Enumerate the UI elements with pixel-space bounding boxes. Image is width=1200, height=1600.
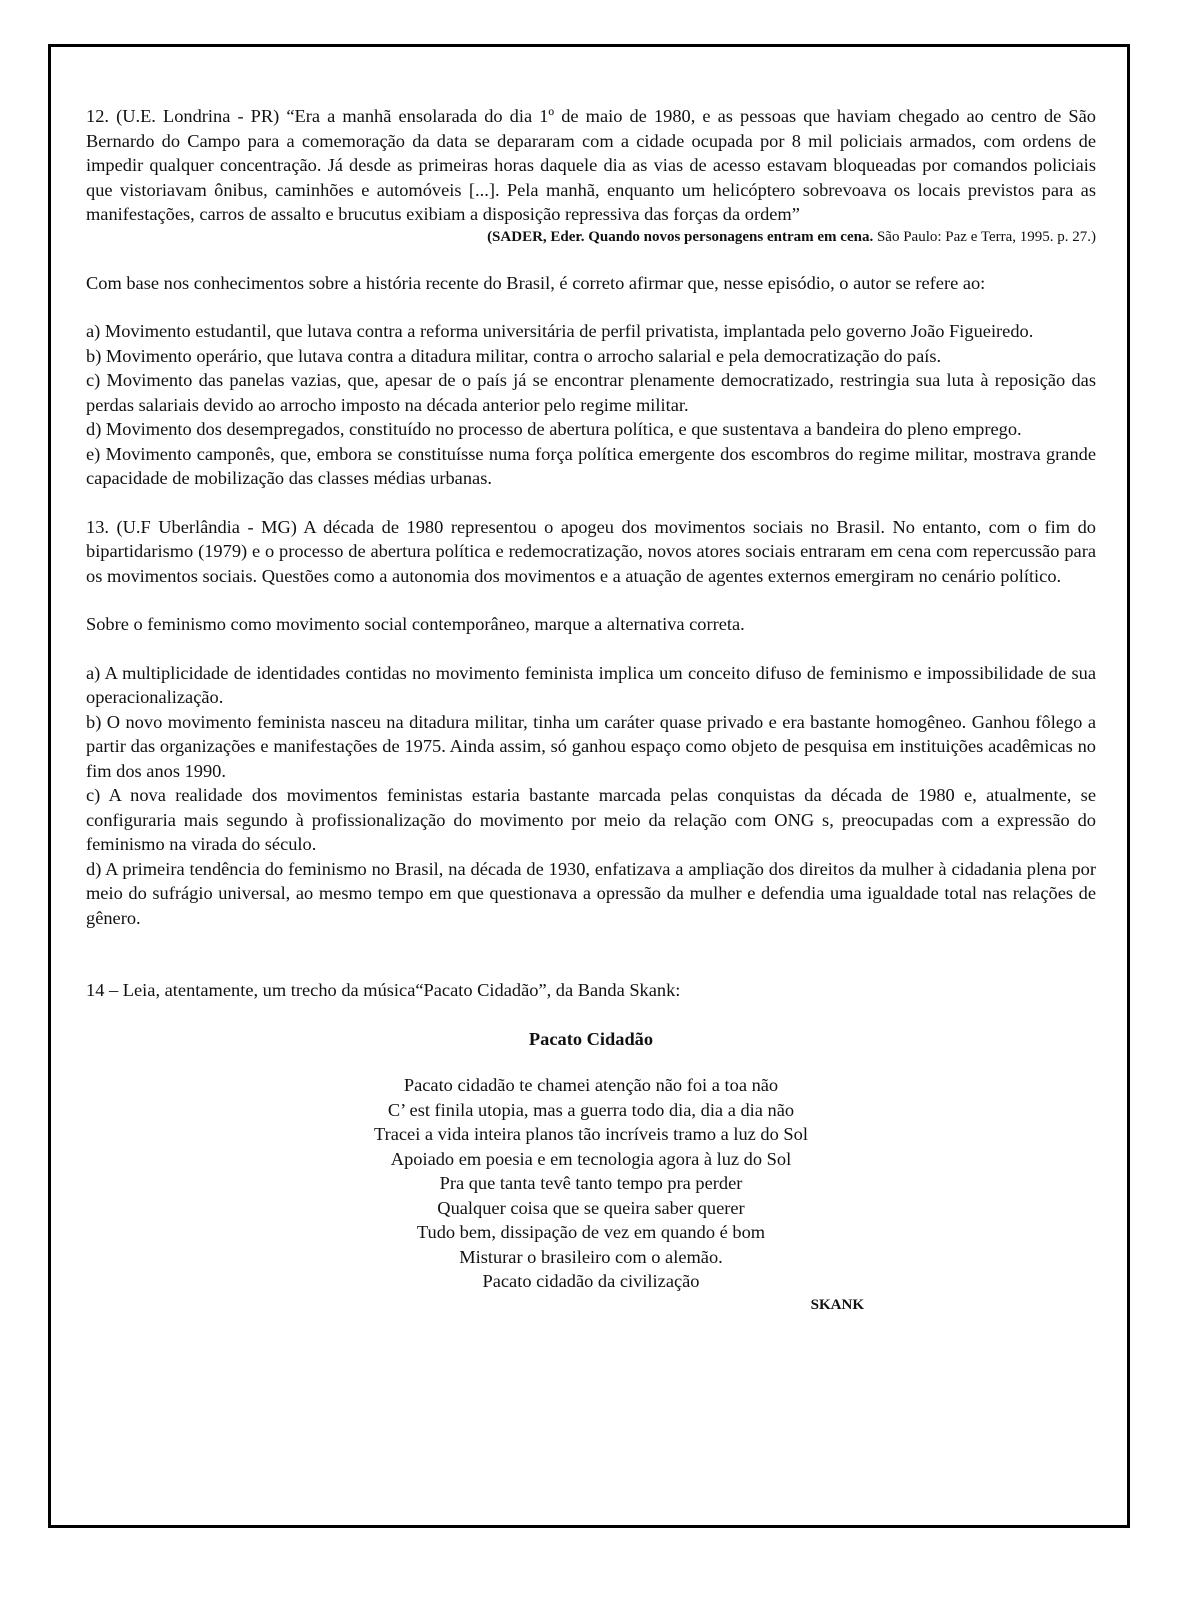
lyric-line: Pra que tanta tevê tanto tempo pra perder: [439, 1173, 743, 1193]
q12-question: Com base nos conhecimentos sobre a história recente do Brasil, é correto afirmar que, nesse episódio, o autor se refere ao:: [86, 272, 986, 293]
q12-citation-title: (SADER, Eder. Quando novos personagens entram em cena.: [487, 228, 874, 245]
lyric-line: Pacato cidadão te chamei atenção não foi a toa não: [403, 1075, 779, 1095]
document-body: [86, 104, 1096, 1316]
song-credit: SKANK: [810, 1296, 864, 1313]
lyric-line: Tracei a vida inteira planos tão incríveis tramo a luz do Sol: [374, 1124, 808, 1144]
q12-stem: 12. (U.E. Londrina - PR) “Era a manhã ensolarada do dia 1º de maio de 1980, e as pessoas que haviam chegado ao centro de São Bernardo do Campo para a comemoração da data se depararam com a cidade ocupada por 8 mil policiais armados, com ordens de impedir qualquer concentração. Já desde as primeiras horas daquele dia as vias de acesso estavam bloqueadas por comandos policiais que vistoriavam ônibus, caminhões e automóveis [...]. Pela manhã, enquanto um helicóptero sobrevoava os locais previstos para as manifestações, carros de assalto e brucutus exibiam a disposição repressiva das forças da ordem”: [86, 106, 1096, 224]
lyric-line: Pacato cidadão da civilização: [482, 1271, 700, 1291]
q13-option-d: d) A primeira tendência do feminismo no Brasil, na década de 1930, enfatizava a ampliação dos direitos da mulher à cidadania plena por meio do sufrágio universal, ao mesmo tempo em que questionava a opressão da mulher e defendia uma igualdade total nas relações de gênero.: [86, 858, 1096, 928]
q12-option-e: e) Movimento camponês, que, embora se constituísse numa força política emergente dos escombros do regime militar, mostrava grande capacidade de mobilização das classes médias urbanas.: [86, 443, 1096, 488]
q13-option-b: b) O novo movimento feminista nasceu na ditadura militar, tinha um caráter quase privado e era bastante homogêneo. Ganhou fôlego a partir das organizações e manifestações de 1975. Ainda assim, só ganhou espaço como objeto de pesquisa em instituições acadêmicas no fim dos anos 1990.: [86, 711, 1096, 781]
song-lyrics: [86, 1073, 1096, 1294]
lyric-line: Tudo bem, dissipação de vez em quando é bom: [416, 1222, 766, 1242]
q13-question: Sobre o feminismo como movimento social contemporâneo, marque a alternativa correta.: [86, 614, 745, 634]
lyric-line: C’ est finila utopia, mas a guerra todo dia, dia a dia não: [387, 1099, 795, 1120]
q13-stem: 13. (U.F Uberlândia - MG) A década de 1980 representou o apogeu dos movimentos sociais no Brasil. No entanto, com o fim do bipartidarismo (1979) e o processo de abertura política e redemocratização, novos atores sociais entraram em cena com repercussão para os movimentos sociais. Questões como a autonomia dos movimentos e a atuação de agentes externos emergiram no cenário político.: [86, 516, 1096, 586]
q12-option-c: c) Movimento das panelas vazias, que, apesar de o país já se encontrar plenamente democratizado, restringia sua luta à reposição das perdas salariais devido ao arrocho imposto na década anterior pelo regime militar.: [86, 370, 1096, 415]
q12-option-b: b) Movimento operário, que lutava contra a ditadura militar, contra o arrocho salarial e pela democratização do país.: [86, 345, 942, 366]
lyric-line: Apoiado em poesia e em tecnologia agora à luz do Sol: [390, 1148, 792, 1169]
song-title: Pacato Cidadão: [528, 1028, 654, 1049]
q12-citation-publisher: São Paulo: Paz e Terra, 1995. p. 27.): [873, 228, 1096, 245]
q13-option-c: c) A nova realidade dos movimentos feministas estaria bastante marcada pelas conquistas da década de 1980 e, atualmente, se configuraria mais segundo à profissionalização do movimento por meio da relação com ONG s, preocupadas com a expressão do feminismo na virada do século.: [86, 785, 1096, 854]
q13-option-a: a) A multiplicidade de identidades contidas no movimento feminista implica um conceito difuso de feminismo e impossibilidade de sua operacionalização.: [86, 662, 1096, 707]
q14-stem: 14 – Leia, atentamente, um trecho da música“Pacato Cidadão”, da Banda Skank:: [86, 980, 681, 1000]
lyric-line: Qualquer coisa que se queira saber querer: [437, 1197, 745, 1218]
lyric-line: Misturar o brasileiro com o alemão.: [459, 1246, 723, 1267]
q12-option-d: d) Movimento dos desempregados, constituído no processo de abertura política, e que sustentava a bandeira do pleno emprego.: [86, 419, 1022, 439]
q12-option-a: a) Movimento estudantil, que lutava contra a reforma universitária de perfil privatista, implantada pelo governo João Figueiredo.: [86, 321, 1034, 341]
q12-citation: [86, 227, 1096, 247]
